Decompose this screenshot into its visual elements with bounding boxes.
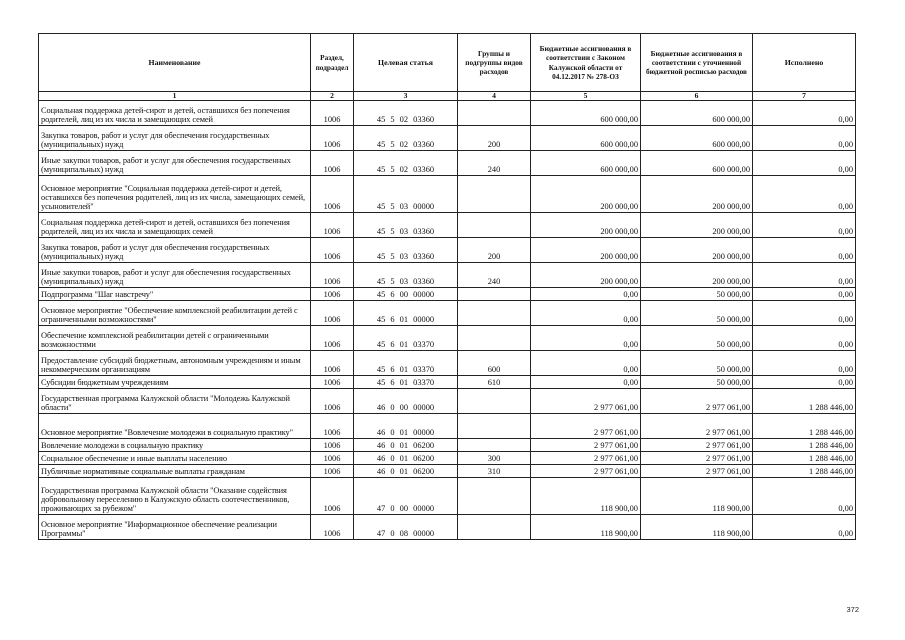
row-section: 1006 (311, 288, 354, 301)
row-name: Подпрограмма "Шаг навстречу" (39, 288, 311, 301)
row-name: Основное мероприятие "Вовлечение молодежи в социальную практику" (39, 414, 311, 439)
row-expense-group: 200 (458, 126, 531, 151)
row-expense-group: 610 (458, 376, 531, 389)
row-executed-amount: 0,00 (753, 101, 856, 126)
table-row (39, 126, 856, 151)
row-expense-group: 240 (458, 151, 531, 176)
row-executed-amount: 1 288 446,00 (753, 414, 856, 439)
table-row (39, 288, 856, 301)
row-executed-amount: 0,00 (753, 478, 856, 515)
row-section: 1006 (311, 478, 354, 515)
table-row (39, 414, 856, 439)
row-expense-group: 200 (458, 238, 531, 263)
row-expense-group (458, 101, 531, 126)
row-section: 1006 (311, 439, 354, 452)
column-number: 5 (531, 92, 641, 101)
row-revised-amount: 2 977 061,00 (641, 452, 753, 465)
row-section: 1006 (311, 414, 354, 439)
row-section: 1006 (311, 176, 354, 213)
row-target-article: 45 5 03 00000 (354, 176, 458, 213)
row-revised-amount: 200 000,00 (641, 238, 753, 263)
row-name: Публичные нормативные социальные выплаты гражданам (39, 465, 311, 478)
column-number: 7 (753, 92, 856, 101)
row-expense-group (458, 176, 531, 213)
table-row (39, 478, 856, 515)
row-law-amount: 200 000,00 (531, 263, 641, 288)
row-target-article: 45 5 02 03360 (354, 101, 458, 126)
row-revised-amount: 118 900,00 (641, 478, 753, 515)
row-expense-group (458, 414, 531, 439)
row-law-amount: 2 977 061,00 (531, 414, 641, 439)
row-revised-amount: 50 000,00 (641, 301, 753, 326)
row-name: Основное мероприятие "Обеспечение комплексной реабилитации детей с ограниченными возможностями" (39, 301, 311, 326)
row-executed-amount: 0,00 (753, 326, 856, 351)
row-executed-amount: 0,00 (753, 151, 856, 176)
row-section: 1006 (311, 213, 354, 238)
row-revised-amount: 200 000,00 (641, 263, 753, 288)
row-target-article: 45 5 03 03360 (354, 213, 458, 238)
row-name: Основное мероприятие "Информационное обеспечение реализации Программы" (39, 515, 311, 540)
row-name: Вовлечение молодежи в социальную практику (39, 439, 311, 452)
row-target-article: 45 6 00 00000 (354, 288, 458, 301)
row-executed-amount: 0,00 (753, 126, 856, 151)
table-row (39, 301, 856, 326)
row-expense-group (458, 515, 531, 540)
budget-table (38, 33, 856, 540)
row-executed-amount: 0,00 (753, 213, 856, 238)
table-row (39, 238, 856, 263)
row-target-article: 46 0 00 00000 (354, 389, 458, 414)
row-target-article: 45 5 03 03360 (354, 263, 458, 288)
row-name: Предоставление субсидий бюджетным, автономным учреждениям и иным некоммерческим организациям (39, 351, 311, 376)
row-law-amount: 600 000,00 (531, 101, 641, 126)
row-law-amount: 0,00 (531, 376, 641, 389)
row-revised-amount: 2 977 061,00 (641, 439, 753, 452)
row-expense-group (458, 439, 531, 452)
row-executed-amount: 0,00 (753, 263, 856, 288)
row-law-amount: 200 000,00 (531, 213, 641, 238)
row-executed-amount: 0,00 (753, 238, 856, 263)
row-section: 1006 (311, 326, 354, 351)
row-name: Государственная программа Калужской области "Молодежь Калужской области" (39, 389, 311, 414)
table-body (39, 101, 856, 540)
row-target-article: 45 6 01 03370 (354, 351, 458, 376)
header-executed: Исполнено (753, 34, 856, 92)
row-name: Закупка товаров, работ и услуг для обеспечения государственных (муниципальных) нужд (39, 126, 311, 151)
row-executed-amount: 0,00 (753, 351, 856, 376)
column-number: 6 (641, 92, 753, 101)
row-law-amount: 2 977 061,00 (531, 439, 641, 452)
table-row (39, 351, 856, 376)
row-law-amount: 0,00 (531, 326, 641, 351)
row-name: Закупка товаров, работ и услуг для обеспечения государственных (муниципальных) нужд (39, 238, 311, 263)
header-revised-allocations: Бюджетные ассигнования в соответствии с уточненной бюджетной росписью расходов (641, 34, 753, 92)
row-section: 1006 (311, 101, 354, 126)
column-numbers-row (39, 92, 856, 101)
page-number: 372 (846, 605, 859, 614)
row-name: Обеспечение комплексной реабилитации детей с ограниченными возможностями (39, 326, 311, 351)
row-name: Социальная поддержка детей-сирот и детей, оставшихся без попечения родителей, лиц из их числа и замещающих семей (39, 101, 311, 126)
row-expense-group (458, 288, 531, 301)
row-target-article: 46 0 01 06200 (354, 452, 458, 465)
row-section: 1006 (311, 389, 354, 414)
row-law-amount: 2 977 061,00 (531, 465, 641, 478)
row-name: Государственная программа Калужской области "Оказание содействия добровольному переселению в Калужскую область соотечественников, проживающих за рубежом" (39, 478, 311, 515)
table-row (39, 176, 856, 213)
row-revised-amount: 200 000,00 (641, 176, 753, 213)
table-row (39, 515, 856, 540)
row-name: Социальная поддержка детей-сирот и детей, оставшихся без попечения родителей, лиц из их числа и замещающих семей (39, 213, 311, 238)
header-row (39, 34, 856, 92)
row-executed-amount: 1 288 446,00 (753, 389, 856, 414)
row-expense-group (458, 389, 531, 414)
row-law-amount: 118 900,00 (531, 478, 641, 515)
row-law-amount: 2 977 061,00 (531, 452, 641, 465)
row-section: 1006 (311, 126, 354, 151)
row-expense-group (458, 301, 531, 326)
row-executed-amount: 0,00 (753, 176, 856, 213)
row-law-amount: 600 000,00 (531, 126, 641, 151)
column-number: 2 (311, 92, 354, 101)
table-row (39, 439, 856, 452)
row-name: Социальное обеспечение и иные выплаты населению (39, 452, 311, 465)
header-law-allocations: Бюджетные ассигнования в соответствии с Законом Калужской области от 04.12.2017 № 278-ОЗ (531, 34, 641, 92)
row-executed-amount: 0,00 (753, 288, 856, 301)
row-expense-group: 300 (458, 452, 531, 465)
row-name: Иные закупки товаров, работ и услуг для обеспечения государственных (муниципальных) нужд (39, 151, 311, 176)
row-executed-amount: 1 288 446,00 (753, 465, 856, 478)
row-revised-amount: 2 977 061,00 (641, 465, 753, 478)
row-law-amount: 0,00 (531, 301, 641, 326)
row-revised-amount: 50 000,00 (641, 351, 753, 376)
row-target-article: 46 0 01 00000 (354, 414, 458, 439)
row-section: 1006 (311, 351, 354, 376)
row-section: 1006 (311, 263, 354, 288)
row-expense-group: 310 (458, 465, 531, 478)
row-section: 1006 (311, 515, 354, 540)
row-target-article: 45 6 01 03370 (354, 376, 458, 389)
row-revised-amount: 2 977 061,00 (641, 389, 753, 414)
row-revised-amount: 50 000,00 (641, 288, 753, 301)
table-row (39, 452, 856, 465)
row-target-article: 45 5 03 03360 (354, 238, 458, 263)
row-law-amount: 118 900,00 (531, 515, 641, 540)
row-law-amount: 0,00 (531, 288, 641, 301)
row-executed-amount: 0,00 (753, 515, 856, 540)
row-name: Основное мероприятие "Социальная поддержка детей-сирот и детей, оставшихся без попечения родителей, лиц из их числа, замещающих семей, усыновителей" (39, 176, 311, 213)
row-expense-group (458, 213, 531, 238)
row-revised-amount: 118 900,00 (641, 515, 753, 540)
row-law-amount: 200 000,00 (531, 238, 641, 263)
row-target-article: 46 0 01 06200 (354, 439, 458, 452)
table-row (39, 389, 856, 414)
row-name: Субсидии бюджетным учреждениям (39, 376, 311, 389)
row-target-article: 45 6 01 03370 (354, 326, 458, 351)
row-expense-group (458, 326, 531, 351)
table-row (39, 376, 856, 389)
row-target-article: 47 0 08 00000 (354, 515, 458, 540)
row-expense-group (458, 478, 531, 515)
row-revised-amount: 600 000,00 (641, 151, 753, 176)
header-target-article: Целевая статья (354, 34, 458, 92)
header-name: Наименование (39, 34, 311, 92)
column-number: 3 (354, 92, 458, 101)
row-name: Иные закупки товаров, работ и услуг для обеспечения государственных (муниципальных) нужд (39, 263, 311, 288)
row-section: 1006 (311, 465, 354, 478)
row-section: 1006 (311, 376, 354, 389)
row-law-amount: 600 000,00 (531, 151, 641, 176)
column-number: 1 (39, 92, 311, 101)
table-row (39, 151, 856, 176)
row-target-article: 47 0 00 00000 (354, 478, 458, 515)
row-revised-amount: 600 000,00 (641, 101, 753, 126)
row-revised-amount: 600 000,00 (641, 126, 753, 151)
row-target-article: 46 0 01 06200 (354, 465, 458, 478)
row-executed-amount: 1 288 446,00 (753, 439, 856, 452)
row-expense-group: 240 (458, 263, 531, 288)
row-law-amount: 200 000,00 (531, 176, 641, 213)
column-number: 4 (458, 92, 531, 101)
row-expense-group: 600 (458, 351, 531, 376)
header-section: Раздел, подраздел (311, 34, 354, 92)
row-revised-amount: 200 000,00 (641, 213, 753, 238)
row-revised-amount: 50 000,00 (641, 326, 753, 351)
row-section: 1006 (311, 238, 354, 263)
row-executed-amount: 0,00 (753, 376, 856, 389)
row-law-amount: 2 977 061,00 (531, 389, 641, 414)
row-section: 1006 (311, 151, 354, 176)
row-section: 1006 (311, 301, 354, 326)
row-executed-amount: 0,00 (753, 301, 856, 326)
header-expense-groups: Группы и подгруппы видов расходов (458, 34, 531, 92)
row-executed-amount: 1 288 446,00 (753, 452, 856, 465)
table-row (39, 101, 856, 126)
table-row (39, 263, 856, 288)
row-target-article: 45 5 02 03360 (354, 126, 458, 151)
table-row (39, 465, 856, 478)
row-target-article: 45 5 02 03360 (354, 151, 458, 176)
row-law-amount: 0,00 (531, 351, 641, 376)
table-row (39, 326, 856, 351)
row-target-article: 45 6 01 00000 (354, 301, 458, 326)
table-row (39, 213, 856, 238)
row-revised-amount: 2 977 061,00 (641, 414, 753, 439)
row-revised-amount: 50 000,00 (641, 376, 753, 389)
row-section: 1006 (311, 452, 354, 465)
